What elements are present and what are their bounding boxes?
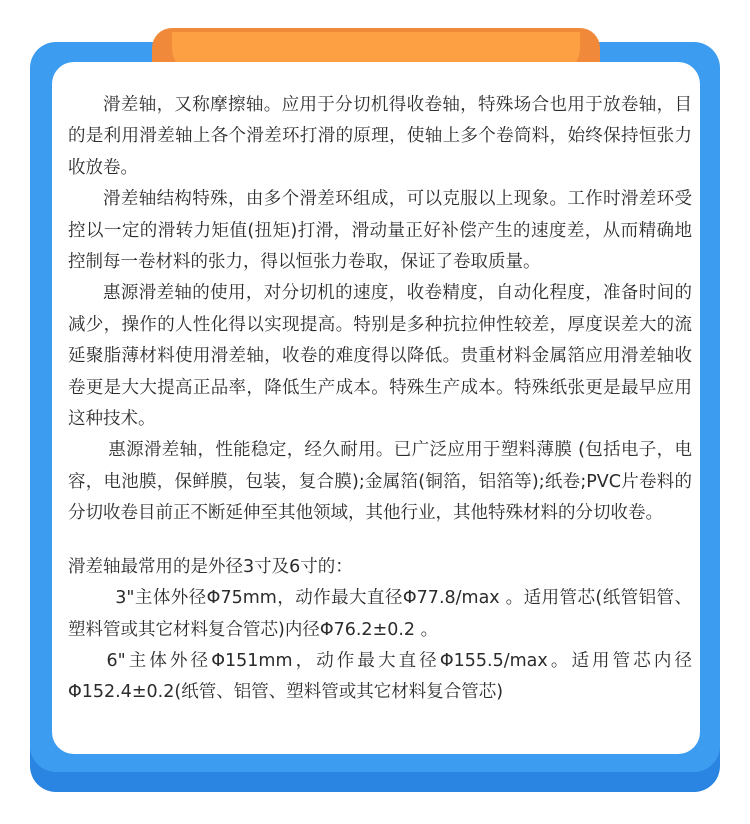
spec-3-inch: 3"主体外径Φ75mm，动作最大直径Φ77.8/max 。适用管芯(纸管铝管、塑料管或其它材料复合管芯)内径Φ76.2±0.2 。 (68, 588, 692, 640)
spec-heading: 滑差轴最常用的是外径3寸及6寸的： (68, 556, 353, 577)
paragraph-applications: 惠源滑差轴，性能稳定，经久耐用。已广泛应用于塑料薄膜 (包括电子，电容，电池膜，保鲜膜，包装，复合膜);金属箔(铜箔，铝箔等);纸卷;PVC片卷料的分切收卷目前正不断延伸至其他领域，其他行业，其他特殊材料的分切收卷。 (68, 440, 692, 524)
spec-6-inch: 6"主体外径Φ151mm，动作最大直径Φ155.5/max。适用管芯内径Φ152.4±0.2(纸管、铝管、塑料管或其它材料复合管芯) (68, 650, 692, 703)
spacer (68, 530, 692, 552)
article-body (68, 90, 692, 709)
paragraph-usage: 惠源滑差轴的使用，对分切机的速度，收卷精度，自动化程度，准备时间的减少，操作的人性化得以实现提高。特别是多种抗拉伸性较差，厚度误差大的流延聚脂薄材料使用滑差轴，收卷的难度得以降低。贵重材料金属箔应用滑差轴收卷更是大大提高正品率，降低生产成本。特殊生产成本。特殊纸张更是最早应用这种技术。 (68, 283, 692, 430)
paragraph-definition: 滑差轴，又称摩擦轴。应用于分切机得收卷轴，特殊场合也用于放卷轴，目的是利用滑差轴上各个滑差环打滑的原理，使轴上多个卷筒料，始终保持恒张力收放卷。 (68, 95, 692, 178)
paragraph-structure: 滑差轴结构特殊，由多个滑差环组成，可以克服以上现象。工作时滑差环受控以一定的滑转力矩值(扭矩)打滑，滑动量正好补偿产生的速度差，从而精确地控制每一卷材料的张力，得以恒张力卷取，保证了卷取质量。 (68, 189, 692, 273)
